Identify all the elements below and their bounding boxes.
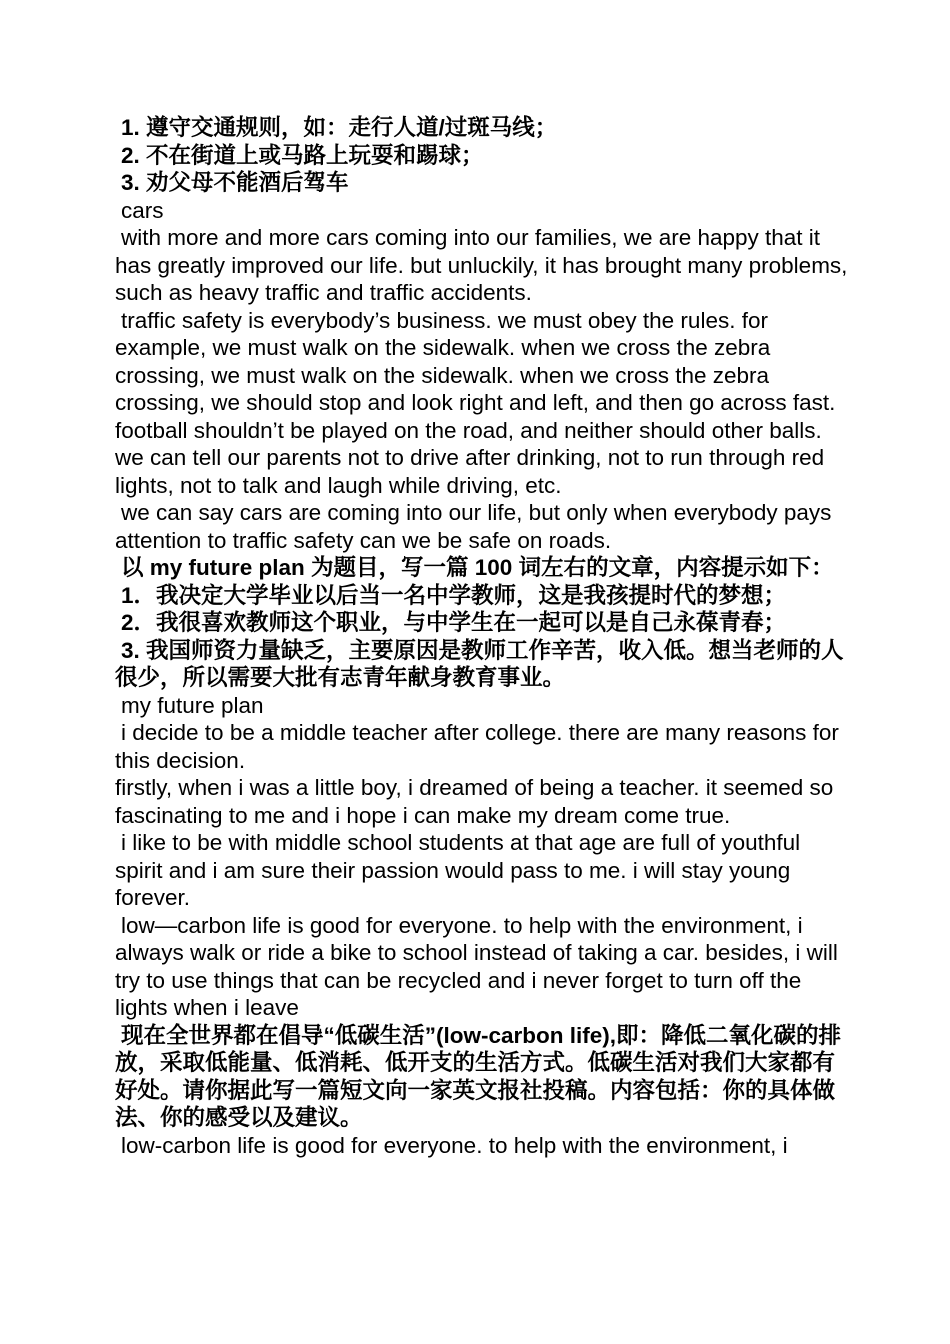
prompt-future-plan: 以 my future plan 为题目，写一篇 100 词左右的文章，内容提示如下： (121, 555, 834, 580)
rule-item-2: 2. 不在街道上或马路上玩耍和踢球； (121, 142, 484, 168)
plan-paragraph-1: i decide to be a middle teacher after college. there are many reasons for this decision. (115, 720, 839, 773)
prompt-low-carbon: 现在全世界都在倡导“低碳生活”(low-carbon life),即：降低二氧化碳的排放，采取低能量、低消耗、低开支的生活方式。低碳生活对我们大家都有好处。请你据此写一篇短文向一家英文报社投稿。内容包括：你的具体做法、你的感受以及建议。 (115, 1022, 842, 1130)
essay-title-future-plan: my future plan (121, 692, 264, 718)
low-carbon-paragraph-2: low-carbon life is good for everyone. to help with the environment, i (121, 1132, 788, 1158)
plan-point-2: 2．我很喜欢教师这个职业，与中学生在一起可以是自己永葆青春； (121, 610, 787, 635)
plan-point-1: 1．我决定大学毕业以后当一名中学教师，这是我孩提时代的梦想； (121, 582, 787, 608)
rule-item-3: 3. 劝父母不能酒后驾车 (121, 170, 349, 195)
plan-point-3: 3. 我国师资力量缺乏，主要原因是教师工作辛苦，收入低。想当老师的人很少，所以需要大批有志青年献身教育事业。 (115, 637, 844, 690)
low-carbon-paragraph-1: low—carbon life is good for everyone. to help with the environment, i always walk or ride a bike to school instead of taking a car. besides, i will try to use things that can be recycled and i never forget to turn off the lights when i leave (115, 912, 838, 1020)
cars-paragraph-2: traffic safety is everybody’s business. we must obey the rules. for example, we must walk on the sidewalk. when we cross the zebra crossing, we must walk on the sidewalk. when we cross the zebra crossing, we should stop and look right and left, and then go across fast. football shouldn’t be played on the road, and neither should other balls. we can tell our parents not to drive after drinking, not to run through red lights, not to talk and laugh while driving, etc. (115, 307, 836, 498)
document-page (115, 114, 850, 1159)
plan-paragraph-2: firstly, when i was a little boy, i dreamed of being a teacher. it seemed so fascinating to me and i hope i can make my dream come true. (115, 775, 834, 828)
rule-item-1: 1. 遵守交通规则，如：走行人道/过斑马线； (121, 115, 558, 140)
essay-title-cars: cars (121, 197, 164, 223)
plan-paragraph-3: i like to be with middle school students at that age are full of youthful spirit and i am sure their passion would pass to me. i will stay young forever. (115, 830, 801, 910)
cars-paragraph-1: with more and more cars coming into our families, we are happy that it has greatly improved our life. but unluckily, it has brought many problems, such as heavy traffic and traffic accidents. (115, 225, 848, 305)
cars-paragraph-3: we can say cars are coming into our life, but only when everybody pays attention to traffic safety can we be safe on roads. (115, 500, 832, 553)
